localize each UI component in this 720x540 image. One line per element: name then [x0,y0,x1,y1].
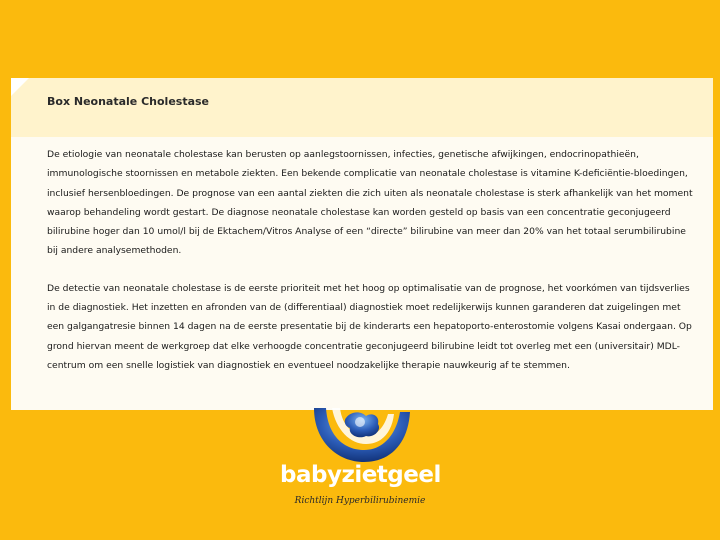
logo-wordmark: babyzietgeel [280,462,441,488]
box-body [47,145,697,375]
paragraph-detection: De detectie van neonatale cholestase is de eerste prioriteit met het hoog op optimalisatie van de prognose, het voorkómen van tijdsverlies in de diagnostiek. Het inzetten en afronden van de (differentiaal) diagnostiek moet redelijkerwijs kunnen garanderen dat zuigelingen met een galgangatresie binnen 14 dagen na de eerste presentatie bij de kinderarts een hepatoporto-enterostomie volgens Kasai ondergaan. Op grond hiervan meent de werkgroep dat elke verhoogde concentratie geconjugeerd bilirubine leidt tot overleg met een (universitair) MDL-centrum om een snelle logistiek van diagnostiek en eventueel noodzakelijke therapie nauwkeurig af te stemmen. [47,282,692,371]
babyzietgeel-logo [280,408,440,518]
baby-silhouette-logo-icon [308,408,412,464]
box-title: Box Neonatale Cholestase [47,95,210,108]
paragraph-etiology: De etiologie van neonatale cholestase kan berusten op aanlegstoornissen, infecties, genetische afwijkingen, endocrinopathieën, immunologische stoornissen en metabole ziekten. Een bekende complicatie van neonatale cholestase is vitamine K-deficiëntie-bloedingen, inclusief hersenbloedingen. De prognose van een aantal ziekten die zich uiten als neonatale cholestase is sterk afhankelijk van het moment waarop behandeling wordt gestart. De diagnose neonatale cholestase kan worden gesteld op basis van een concentratie geconjugeerd bilirubine hoger dan 10 umol/l bij de Ektachem/Vitros Analyse of een “directe” bilirubine van meer dan 20% van het totaal serumbilirubine bij andere analysemethoden. [47,149,693,257]
cholestase-box [11,78,713,410]
folded-corner-icon [11,78,29,96]
logo-tagline: Richtlijn Hyperbilirubinemie [294,496,426,506]
box-header [11,78,713,137]
